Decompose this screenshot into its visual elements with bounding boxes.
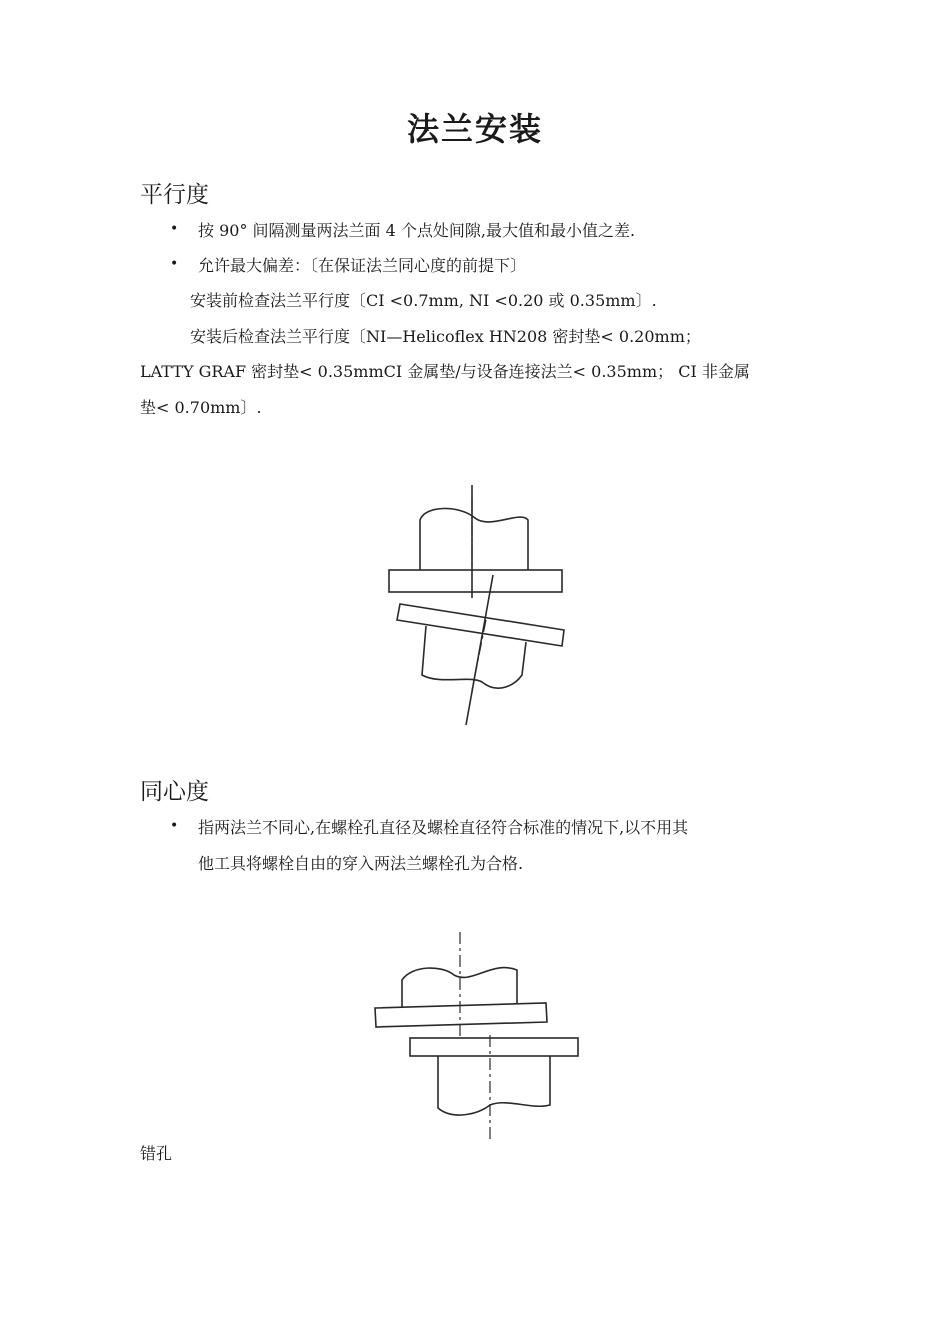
upper-flange xyxy=(389,570,562,592)
bullet-text-deviation: 允许最大偏差：〔在保证法兰同心度的前提下〕 xyxy=(198,256,527,275)
bullet-marker: • xyxy=(170,818,179,834)
bullet-text-measure: 按 90° 间隔测量两法兰面 4 个点处间隙,最大值和最小值之差. xyxy=(198,221,636,240)
text-before-install: 安装前检查法兰平行度〔CI <0.7mm, NI <0.20 或 0.35mm〕. xyxy=(190,291,657,310)
bullet-marker: • xyxy=(170,256,179,272)
bullet-text-concentric-2: 他工具将螺栓自由的穿入两法兰螺栓孔为合格. xyxy=(198,854,524,873)
section-heading-parallelism: 平行度 xyxy=(140,182,209,208)
lower-flange-tilted xyxy=(397,604,564,646)
figure-concentricity-diagram xyxy=(372,930,584,1145)
section-heading-concentricity: 同心度 xyxy=(140,779,209,805)
text-after-install-3: 垫< 0.70mm〕. xyxy=(140,398,262,417)
figure-caption-misaligned-holes: 错孔 xyxy=(140,1144,173,1163)
bullet-text-concentric-1: 指两法兰不同心,在螺栓孔直径及螺栓直径符合标准的情况下,以不用其 xyxy=(198,818,689,837)
bullet-marker: • xyxy=(170,221,179,237)
page-title: 法兰安装 xyxy=(406,110,543,148)
text-after-install-2: LATTY GRAF 密封垫< 0.35mmCI 金属垫/与设备连接法兰< 0.35mm； CI 非金属 xyxy=(140,362,750,381)
figure-parallelism-diagram xyxy=(380,480,580,730)
lower-flange-offset xyxy=(410,1038,578,1056)
lower-pipe xyxy=(438,1056,550,1115)
text-after-install-1: 安装后检查法兰平行度〔NI—Helicoflex HN208 密封垫< 0.20mm； xyxy=(190,327,701,346)
upper-flange xyxy=(375,1003,547,1027)
upper-pipe xyxy=(420,508,528,570)
